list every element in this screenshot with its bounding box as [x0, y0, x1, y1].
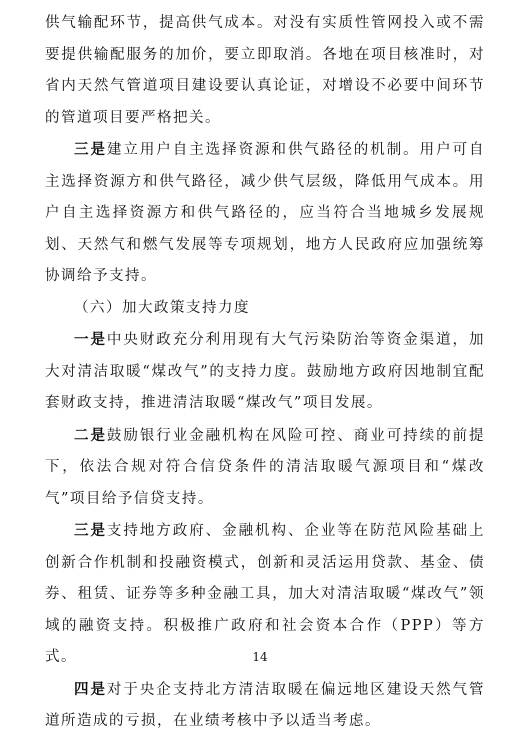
paragraph-gas-pipeline-review [45, 8, 485, 134]
paragraph-central-finance [45, 324, 485, 420]
paragraph-text: 供气输配环节，提高供气成本。对没有实质性管网投入或不需要提供输配服务的加价，要立即取消。各地在项目核准时，对省内天然气管道项目建设要认真论证，对增设不必要中间环节的管道项目要严格把关。 [45, 15, 485, 126]
paragraph-lead: 二是 [74, 426, 107, 444]
paragraph-lead: 三是 [74, 522, 107, 539]
paragraph-soe-assessment [45, 674, 485, 738]
section-heading-policy-support [45, 293, 485, 325]
paragraph-text: 支持地方政府、金融机构、企业等在防范风险基础上创新合作机制和投融资模式，创新和灵活运用贷款、基金、债券、租赁、证券等多种金融工具，加大对清洁取暖“煤改气”领域的融资支持。积极推广政府和社会资本合作（PPP）等方式。 [45, 523, 486, 665]
paragraph-lead: 四是 [74, 680, 107, 698]
paragraph-bank-credit [45, 420, 485, 516]
page-number: 14 [252, 650, 268, 664]
document-body [45, 8, 485, 738]
paragraph-text: 中央财政充分利用现有大气污染防治等资金渠道，加大对清洁取暖“煤改气”的支持力度。鼓励地方政府因地制宜配套财政支持，推进清洁取暖“煤改气”项目发展。 [45, 332, 486, 411]
paragraph-user-choice-mechanism [45, 134, 485, 293]
paragraph-lead: 三是 [74, 141, 107, 158]
paragraph-text: 鼓励银行业金融机构在风险可控、商业可持续的前提下，依法合规对符合信贷条件的清洁取暖气源项目和“煤改气”项目给予信贷支持。 [45, 427, 486, 507]
paragraph-lead: 一是 [74, 331, 107, 348]
heading-text: （六）加大政策支持力度 [74, 299, 250, 316]
paragraph-text: 对于央企支持北方清洁取暖在偏远地区建设天然气管道所造成的亏损，在业绩考核中予以适当考虑。 [45, 681, 486, 729]
paragraph-text: 建立用户自主选择资源和供气路径的机制。用户可自主选择资源方和供气路径，减少供气层级，降低用气成本。用户自主选择资源方和供气路径的，应当符合当地城乡发展规划、天然气和燃气发展等专项规划，地方人民政府应加强统筹协调给予支持。 [45, 142, 486, 284]
